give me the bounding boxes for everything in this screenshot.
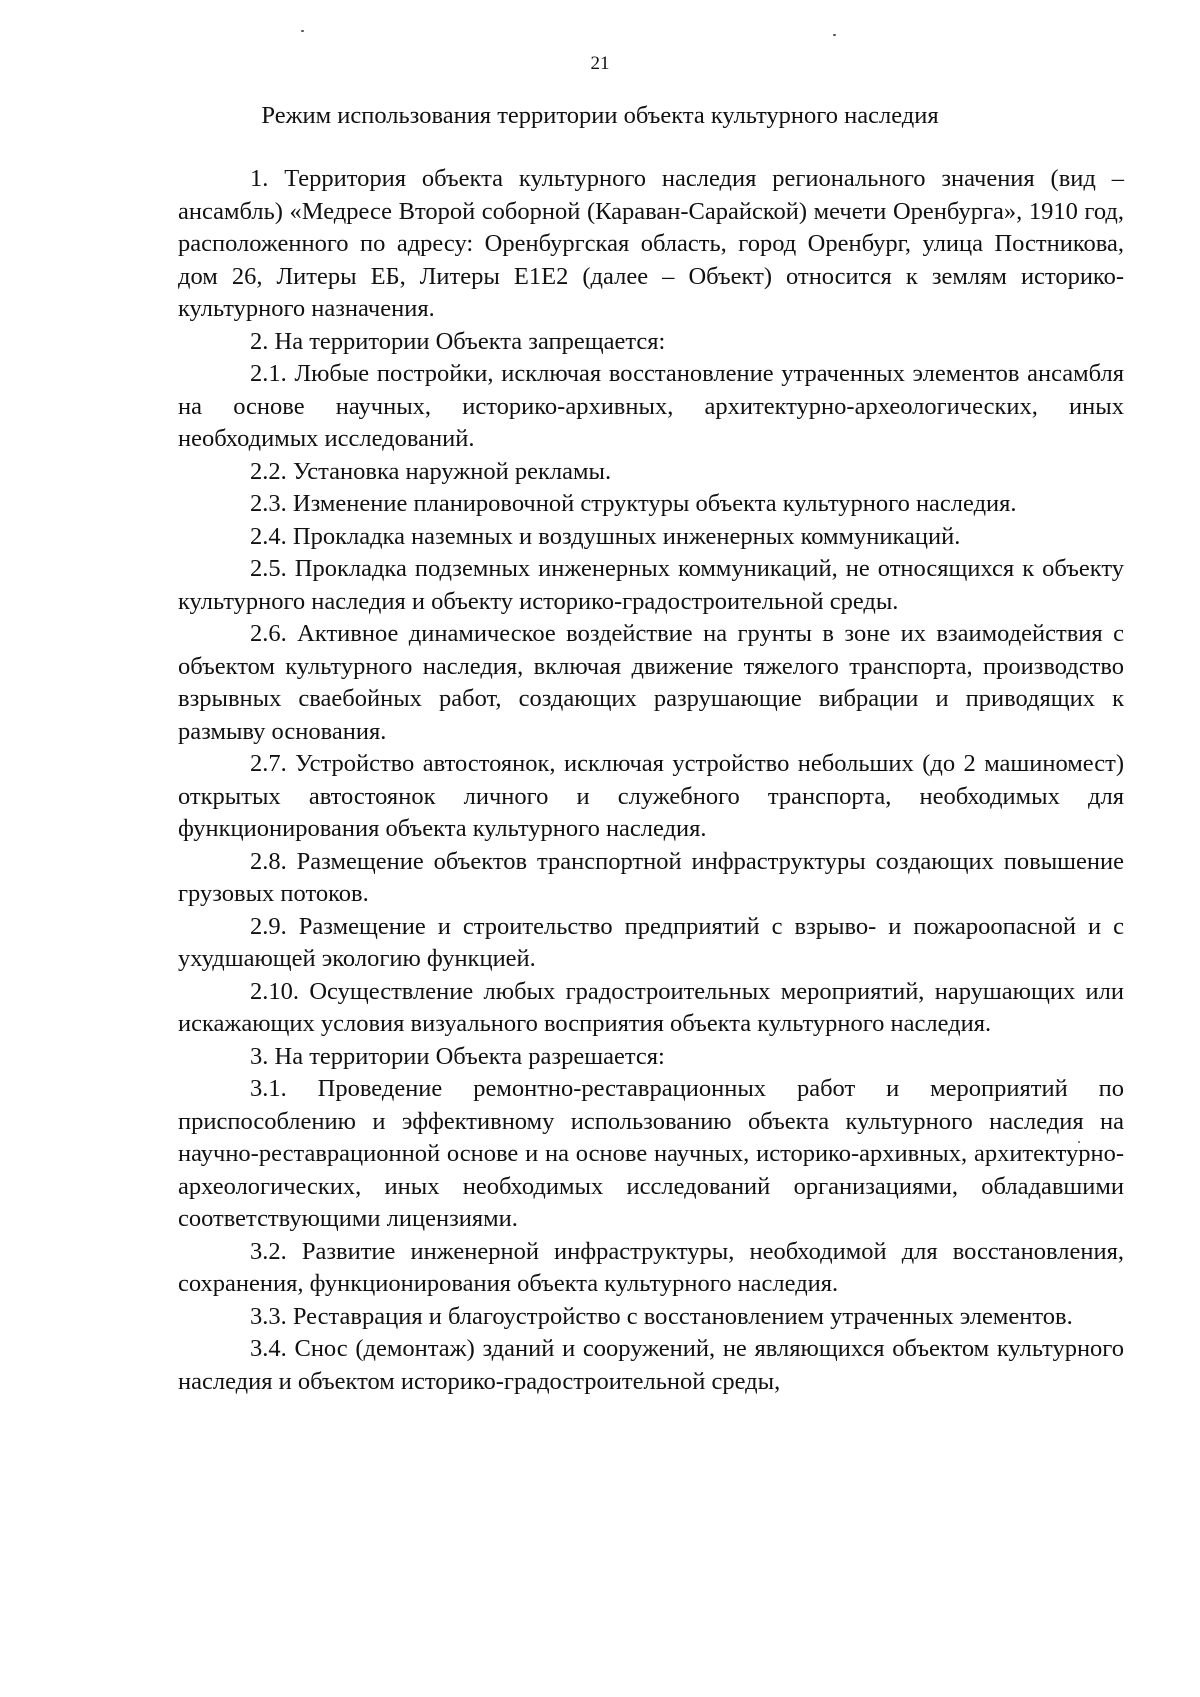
paragraph: 2.4. Прокладка наземных и воздушных инженерных коммуникаций. <box>250 522 961 550</box>
paragraph: 2.10. Осуществление любых градостроительных мероприятий, нарушающих или искажающих условия визуального восприятия объекта культурного наследия. <box>178 977 1124 1037</box>
document-title: Режим использования территории объекта культурного наследия <box>261 102 939 129</box>
paragraph: 2.3. Изменение планировочной структуры объекта культурного наследия. <box>250 490 1017 517</box>
paragraph: 2.5. Прокладка подземных инженерных коммуникаций, не относящихся к объекту культурного наследия и объекту историко-градостроительной среды. <box>178 555 1124 615</box>
paragraph: 3. На территории Объекта разрешается: <box>250 1042 665 1070</box>
document-body <box>178 163 1124 1398</box>
scan-speck <box>301 30 304 32</box>
paragraph: 2. На территории Объекта запрещается: <box>250 327 666 355</box>
paragraph: 3.4. Снос (демонтаж) зданий и сооружений, не являющихся объектом культурного наследия и объектом историко-градостроительной среды, <box>178 1335 1124 1395</box>
paragraph: 3.2. Развитие инженерной инфраструктуры, необходимой для восстановления, сохранения, функционирования объекта культурного наследия. <box>178 1237 1124 1297</box>
paragraph: 2.7. Устройство автостоянок, исключая устройство небольших (до 2 машиномест) открытых автостоянок личного и служебного транспорта, необходимых для функционирования объекта культурного наследия. <box>178 750 1124 842</box>
paragraph: 2.6. Активное динамическое воздействие на грунты в зоне их взаимодействия с объектом культурного наследия, включая движение тяжелого транспорта, производство взрывных сваебойных работ, создающих разрушающие вибрации и приводящих к размыву основания. <box>178 620 1124 745</box>
paragraph: 2.1. Любые постройки, исключая восстановление утраченных элементов ансамбля на основе научных, историко-архивных, архитектурно-археологических, иных необходимых исследований. <box>178 360 1124 452</box>
paragraph: 2.2. Установка наружной рекламы. <box>250 457 612 485</box>
paragraph: 1. Территория объекта культурного наследия регионального значения (вид – ансамбль) «Медресе Второй соборной (Караван-Сарайской) мечети Оренбурга», 1910 год, расположенного по адресу: Оренбургская область, город Оренбург, улица Постникова, дом 26, Литеры ЕБ, Литеры Е1Е2 (далее – Объект) относится к землям историко-культурного назначения. <box>178 165 1124 322</box>
paragraph: 2.9. Размещение и строительство предприятий с взрыво- и пожароопасной и с ухудшающей экологию функцией. <box>178 912 1124 972</box>
paragraph: 3.3. Реставрация и благоустройство с восстановлением утраченных элементов. <box>250 1302 1073 1330</box>
page-number: 21 <box>590 53 610 74</box>
paragraph: 3.1. Проведение ремонтно-реставрационных работ и мероприятий по приспособлению и эффективному использованию объекта культурного наследия на научно-реставрационной основе и на основе научных, историко-архивных, архитектурно-археологических, иных необходимых исследований организациями, обладавшими соответствующими лицензиями. <box>178 1075 1124 1232</box>
scan-speck <box>833 34 836 36</box>
paragraph: 2.8. Размещение объектов транспортной инфраструктуры создающих повышение грузовых потоков. <box>178 847 1124 907</box>
